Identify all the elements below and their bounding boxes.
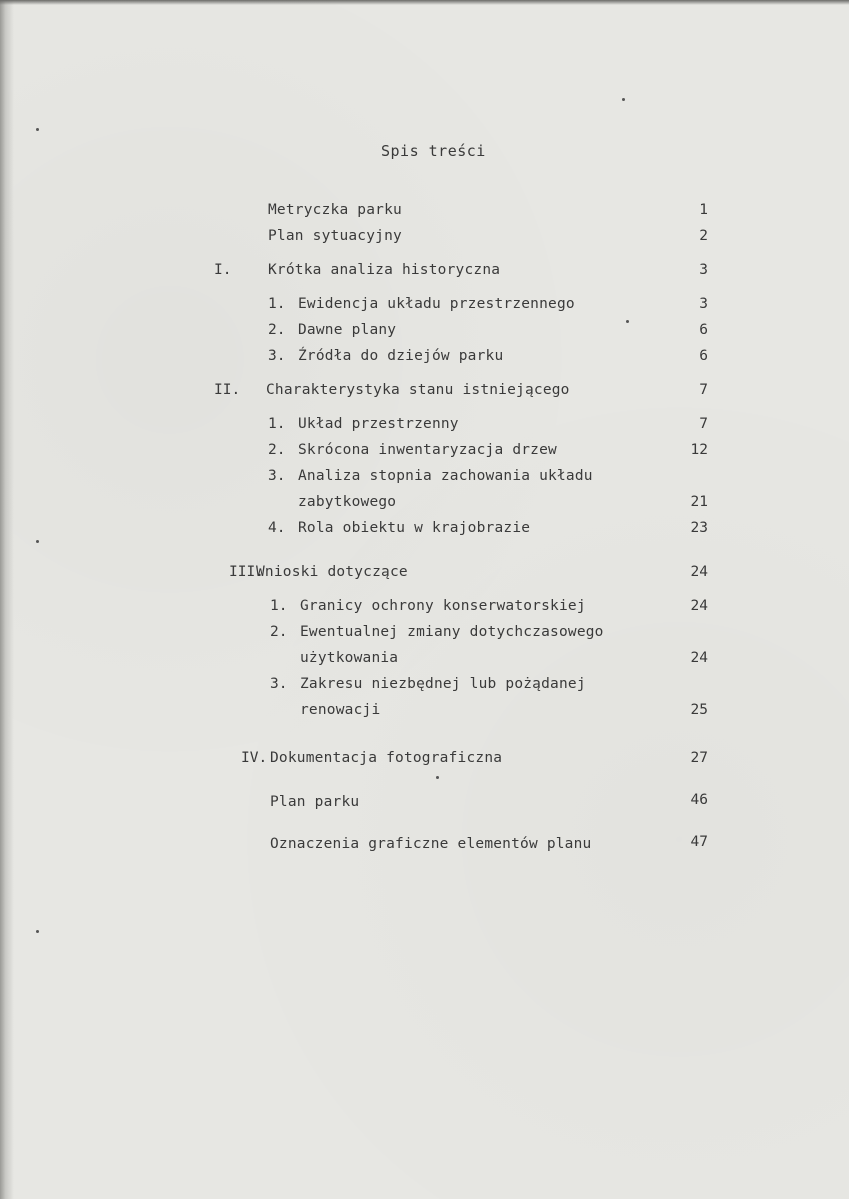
toc-page-number: 27 <box>690 750 708 766</box>
toc-entry-label: Ewentualnej zmiany dotychczasowego <box>300 624 604 640</box>
toc-section-label: Krótka analiza historyczna <box>268 262 501 278</box>
toc-page-number: 24 <box>690 598 708 614</box>
toc-page-number: 6 <box>699 322 708 338</box>
toc-page-number: 7 <box>699 382 708 398</box>
toc-section-label: Dokumentacja fotograficzna <box>270 750 503 766</box>
toc-entry-label: Układ przestrzenny <box>298 416 459 432</box>
toc-section-numeral: III. <box>229 564 264 580</box>
toc-page-number: 25 <box>690 702 708 718</box>
toc-entry-label: Źródła do dziejów parku <box>298 348 504 364</box>
toc-entry-label-continuation: zabytkowego <box>298 494 397 510</box>
toc-page-number: 24 <box>690 564 708 580</box>
toc-section-numeral: IV. <box>241 750 268 766</box>
toc-entry-label: Analiza stopnia zachowania układu <box>298 468 593 484</box>
toc-item-number: 4. <box>268 520 286 536</box>
toc-item-number: 3. <box>268 348 286 364</box>
toc-item-number: 2. <box>268 322 286 338</box>
toc-entry-label: Skrócona inwentaryzacja drzew <box>298 442 557 458</box>
toc-page-number: 47 <box>690 834 708 850</box>
toc-entry-label-continuation: renowacji <box>300 702 381 718</box>
toc-entry-label: Ewidencja układu przestrzennego <box>298 296 575 312</box>
toc-entry-label: Oznaczenia graficzne elementów planu <box>270 836 592 852</box>
toc-item-number: 2. <box>268 442 286 458</box>
toc-entry-label: Plan parku <box>270 794 360 810</box>
scan-speck <box>36 540 39 543</box>
scan-speck <box>36 128 39 131</box>
toc-page-number: 21 <box>690 494 708 510</box>
toc-entry-label: Plan sytuacyjny <box>268 228 402 244</box>
toc-section-numeral: I. <box>214 262 232 278</box>
toc-page-number: 46 <box>690 792 708 808</box>
scan-edge-shadow <box>0 0 14 1199</box>
toc-item-number: 1. <box>270 598 288 614</box>
scan-top-edge <box>0 0 849 5</box>
toc-section-label: Charakterystyka stanu istniejącego <box>266 382 570 398</box>
scan-speck <box>36 930 39 933</box>
toc-page-number: 24 <box>690 650 708 666</box>
toc-item-number: 3. <box>268 468 286 484</box>
toc-page-number: 23 <box>690 520 708 536</box>
toc-entry-label: Zakresu niezbędnej lub pożądanej <box>300 676 586 692</box>
page-title: Spis treści <box>381 142 486 160</box>
toc-page-number: 3 <box>699 262 708 278</box>
toc-page-number: 1 <box>699 202 708 218</box>
toc-section-numeral: II. <box>214 382 241 398</box>
toc-entry-label-continuation: użytkowania <box>300 650 399 666</box>
toc-page-number: 7 <box>699 416 708 432</box>
toc-entry-label: Dawne plany <box>298 322 397 338</box>
toc-item-number: 2. <box>270 624 288 640</box>
toc-item-number: 1. <box>268 296 286 312</box>
toc-entry-label: Metryczka parku <box>268 202 402 218</box>
toc-section-label: Wnioski dotyczące <box>256 564 408 580</box>
toc-page-number: 3 <box>699 296 708 312</box>
scan-speck <box>436 776 439 779</box>
toc-page-number: 12 <box>690 442 708 458</box>
scan-speck <box>626 320 629 323</box>
toc-item-number: 1. <box>268 416 286 432</box>
toc-entry-label: Rola obiektu w krajobrazie <box>298 520 531 536</box>
toc-entry-label: Granicy ochrony konserwatorskiej <box>300 598 586 614</box>
toc-page-number: 6 <box>699 348 708 364</box>
toc-page-number: 2 <box>699 228 708 244</box>
scan-speck <box>622 98 625 101</box>
toc-item-number: 3. <box>270 676 288 692</box>
